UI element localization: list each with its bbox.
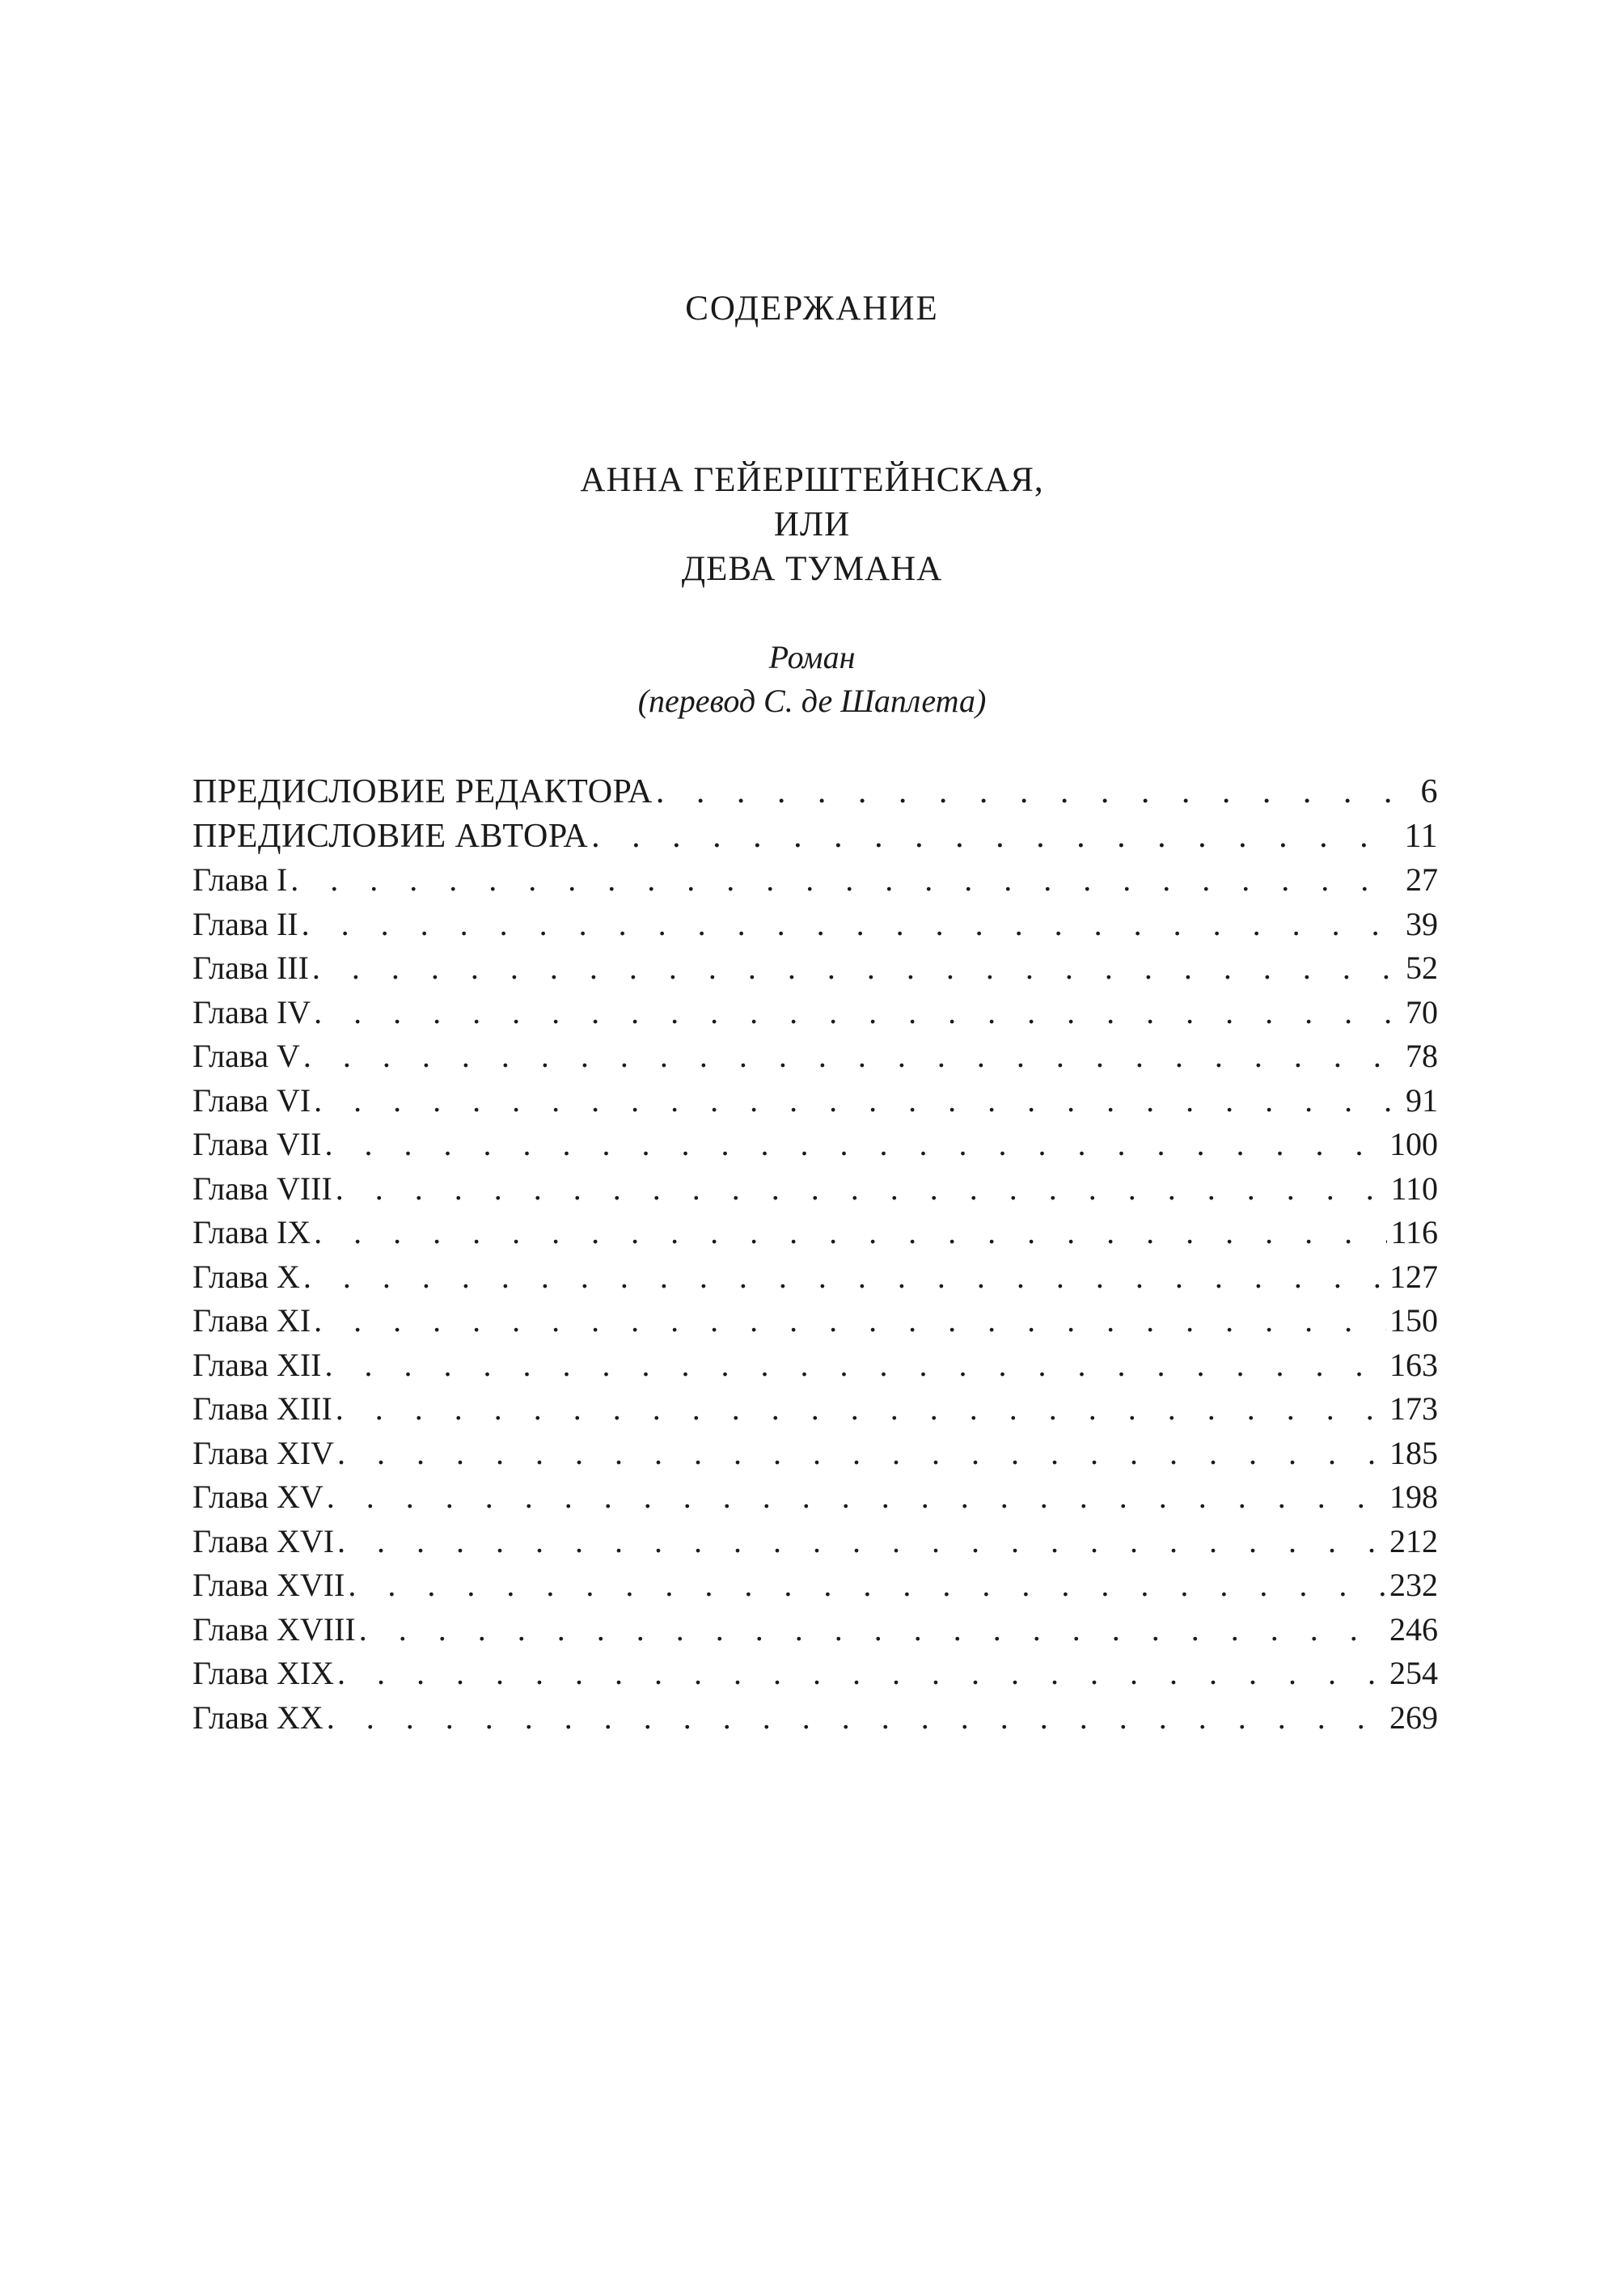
dot-leader — [359, 1608, 1386, 1652]
toc-entry-label: Глава XVIII — [192, 1610, 356, 1648]
toc-entry-chapter[interactable] — [192, 946, 1438, 991]
toc-entry-label: ПРЕДИСЛОВИЕ РЕДАКТОРА — [192, 773, 653, 810]
work-title-line: АННА ГЕЙЕРШТЕЙНСКАЯ, — [580, 461, 1044, 499]
dot-leader — [314, 1299, 1386, 1343]
toc-entry-label: Глава XIV — [192, 1434, 335, 1471]
contents-heading: СОДЕРЖАНИЕ — [685, 290, 939, 328]
dot-leader — [337, 1520, 1386, 1564]
toc-entry-label: Глава II — [192, 905, 298, 942]
work-subtitle — [0, 636, 1624, 723]
toc-entry-label: Глава XVI — [192, 1522, 335, 1559]
toc-entry-page: 52 — [1406, 950, 1438, 986]
dot-leader — [327, 1475, 1386, 1520]
toc-entry-page: 100 — [1389, 1126, 1438, 1162]
toc-entry-chapter[interactable] — [192, 1034, 1438, 1079]
dot-leader — [314, 991, 1402, 1035]
toc-entry-label: Глава XX — [192, 1699, 324, 1736]
toc-entry-label: ПРЕДИСЛОВИЕ АВТОРА — [192, 817, 589, 855]
toc-entry-page: 198 — [1389, 1479, 1438, 1515]
toc-entry-label: Глава X — [192, 1258, 300, 1295]
dot-leader — [314, 1079, 1402, 1123]
toc-entry-page: 27 — [1406, 861, 1438, 898]
toc-entry-chapter[interactable] — [192, 1167, 1438, 1212]
toc-entry-page: 150 — [1389, 1302, 1438, 1339]
toc-entry-label: Глава XV — [192, 1479, 324, 1515]
work-title-line: ИЛИ — [773, 506, 851, 544]
toc-entry-label: Глава VI — [192, 1081, 311, 1119]
toc-entry-chapter[interactable] — [192, 858, 1438, 903]
toc-entry-page: 212 — [1389, 1522, 1438, 1559]
toc-entry-chapter[interactable] — [192, 1475, 1438, 1520]
dot-leader — [336, 1387, 1386, 1432]
toc-entry-page: 232 — [1389, 1567, 1438, 1603]
toc-entry-page: 70 — [1406, 993, 1438, 1030]
toc-entry-label: Глава VII — [192, 1126, 322, 1162]
toc-entry-page: 246 — [1389, 1610, 1438, 1648]
toc-entry-chapter[interactable] — [192, 1696, 1438, 1741]
toc-entry-page: 110 — [1390, 1170, 1438, 1207]
toc-entry-label: Глава III — [192, 950, 309, 986]
toc-entry-page: 127 — [1389, 1258, 1438, 1295]
toc-entry-chapter[interactable] — [192, 1255, 1438, 1300]
toc-entry-chapter[interactable] — [192, 1520, 1438, 1564]
dot-leader — [591, 814, 1401, 859]
dot-leader — [324, 1343, 1386, 1388]
toc-entry-chapter[interactable] — [192, 1079, 1438, 1123]
work-genre: Роман — [768, 639, 856, 675]
toc-entry-label: Глава IV — [192, 993, 311, 1030]
toc-entry-page: 185 — [1389, 1434, 1438, 1471]
dot-leader — [303, 1034, 1402, 1079]
toc-entry-page: 11 — [1404, 817, 1438, 855]
toc-entry-chapter[interactable] — [192, 1299, 1438, 1343]
toc-entry-page: 173 — [1389, 1390, 1438, 1427]
toc-entry-page: 6 — [1420, 773, 1438, 810]
toc-entry-page: 163 — [1389, 1346, 1438, 1383]
toc-entry-chapter[interactable] — [192, 903, 1438, 947]
toc-entry-chapter[interactable] — [192, 1432, 1438, 1476]
toc-entry-chapter[interactable] — [192, 1343, 1438, 1388]
dot-leader — [312, 946, 1402, 991]
toc-entry-author-preface[interactable] — [192, 814, 1438, 859]
dot-leader — [290, 858, 1402, 903]
table-of-contents — [192, 770, 1438, 1740]
dot-leader — [303, 1255, 1386, 1300]
dot-leader — [348, 1563, 1386, 1608]
toc-entry-label: Глава XI — [192, 1302, 311, 1339]
toc-entry-label: Глава IX — [192, 1214, 311, 1250]
toc-entry-chapter[interactable] — [192, 1123, 1438, 1167]
toc-entry-page: 116 — [1390, 1214, 1438, 1250]
toc-entry-label: Глава I — [192, 861, 288, 898]
toc-entry-chapter[interactable] — [192, 1563, 1438, 1608]
toc-entry-page: 91 — [1406, 1081, 1438, 1119]
toc-entry-chapter[interactable] — [192, 1387, 1438, 1432]
toc-entry-page: 254 — [1389, 1655, 1438, 1691]
toc-entry-chapter[interactable] — [192, 1211, 1438, 1255]
dot-leader — [324, 1123, 1386, 1167]
dot-leader — [656, 770, 1418, 814]
work-title — [0, 458, 1624, 591]
toc-entry-label: Глава VIII — [192, 1170, 332, 1207]
dot-leader — [337, 1652, 1386, 1696]
dot-leader — [336, 1167, 1388, 1212]
toc-entry-page: 78 — [1406, 1038, 1438, 1074]
toc-entry-label: Глава XIII — [192, 1390, 332, 1427]
toc-entry-label: Глава XII — [192, 1346, 322, 1383]
dot-leader — [337, 1432, 1386, 1476]
toc-entry-label: Глава V — [192, 1038, 300, 1074]
toc-entry-page: 269 — [1389, 1699, 1438, 1736]
toc-entry-editor-preface[interactable] — [192, 770, 1438, 814]
toc-entry-label: Глава XIX — [192, 1655, 335, 1691]
toc-entry-label: Глава XVII — [192, 1567, 345, 1603]
toc-entry-chapter[interactable] — [192, 991, 1438, 1035]
dot-leader — [302, 903, 1402, 947]
dot-leader — [314, 1211, 1387, 1255]
work-title-line: ДЕВА ТУМАНА — [681, 550, 943, 588]
toc-entry-page: 39 — [1406, 905, 1438, 942]
toc-entry-chapter[interactable] — [192, 1608, 1438, 1652]
translator-note: (перевод С. де Шаплета) — [637, 683, 987, 719]
dot-leader — [327, 1696, 1386, 1741]
toc-entry-chapter[interactable] — [192, 1652, 1438, 1696]
